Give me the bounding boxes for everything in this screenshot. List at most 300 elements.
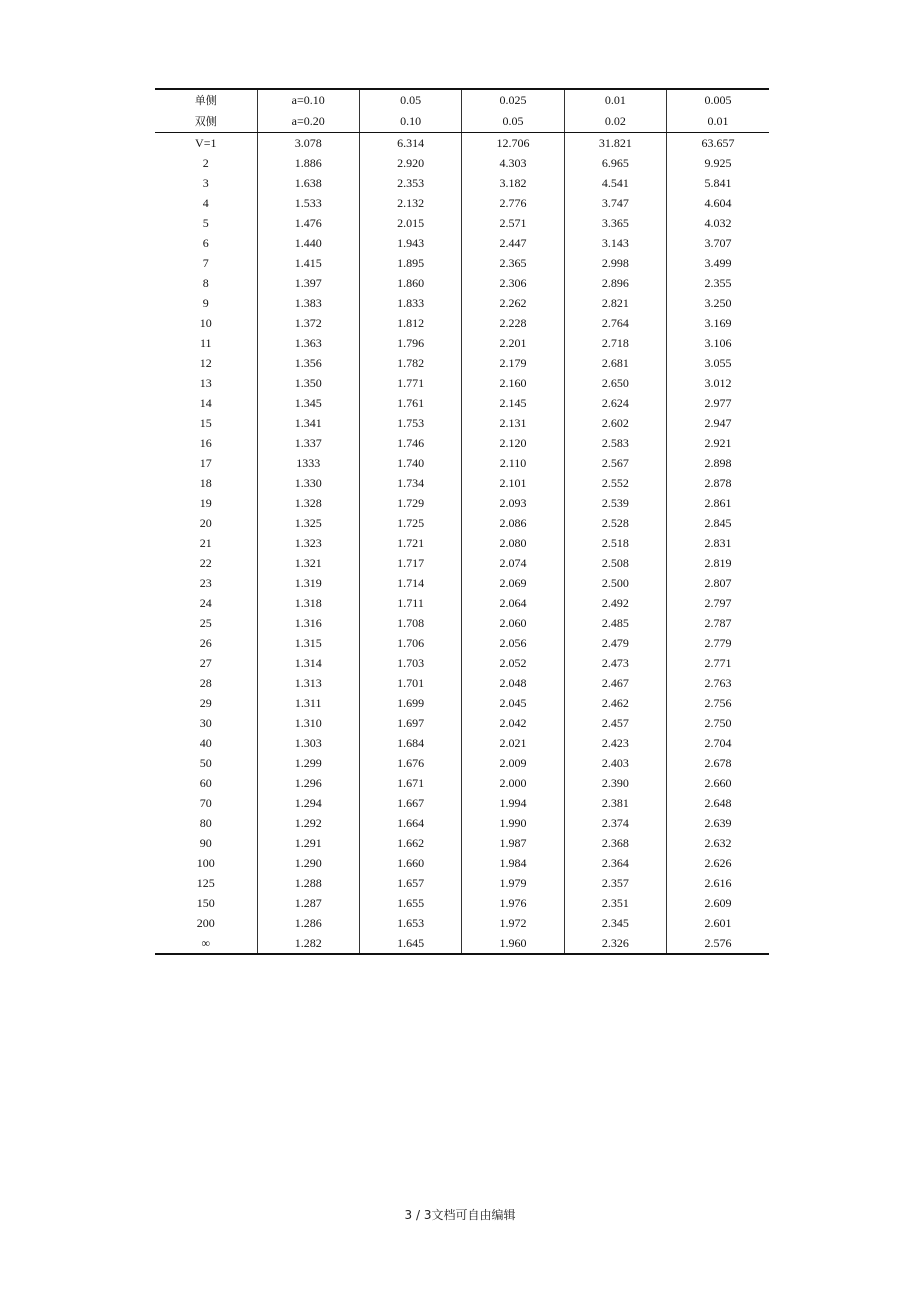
critical-value-cell: 2.845 [667, 513, 769, 533]
critical-value-cell: 2.069 [462, 573, 564, 593]
critical-value-cell: 1.397 [257, 273, 359, 293]
critical-value-cell: 3.078 [257, 133, 359, 154]
critical-value-cell: 2.228 [462, 313, 564, 333]
critical-value-cell: 1.706 [359, 633, 461, 653]
critical-value-cell: 1.729 [359, 493, 461, 513]
critical-value-cell: 2.576 [667, 933, 769, 954]
table-row [155, 273, 769, 293]
critical-value-cell: 2.042 [462, 713, 564, 733]
critical-value-cell: 2.060 [462, 613, 564, 633]
critical-value-cell: 1.313 [257, 673, 359, 693]
degrees-of-freedom-cell: 20 [199, 516, 212, 530]
degrees-of-freedom-cell: 125 [196, 876, 215, 890]
degrees-of-freedom-cell: 90 [199, 836, 212, 850]
critical-value-cell: 1.314 [257, 653, 359, 673]
critical-value-cell: 1.337 [257, 433, 359, 453]
critical-value-cell: 3.106 [667, 333, 769, 353]
table-row [155, 593, 769, 613]
header-cell: 0.05 [462, 111, 564, 133]
table-row [155, 173, 769, 193]
critical-value-cell: 2.160 [462, 373, 564, 393]
table-row [155, 293, 769, 313]
critical-value-cell: 2.660 [667, 773, 769, 793]
critical-value-cell: 2.616 [667, 873, 769, 893]
critical-value-cell: 2.998 [564, 253, 666, 273]
critical-value-cell: 3.182 [462, 173, 564, 193]
critical-value-cell: 2.831 [667, 533, 769, 553]
critical-value-cell: 1.782 [359, 353, 461, 373]
table-row [155, 433, 769, 453]
critical-value-cell: 2.374 [564, 813, 666, 833]
critical-value-cell: 2.898 [667, 453, 769, 473]
critical-value-cell: 2.179 [462, 353, 564, 373]
critical-value-cell: 1.684 [359, 733, 461, 753]
critical-value-cell: 12.706 [462, 133, 564, 154]
degrees-of-freedom-cell: 8 [202, 276, 209, 290]
critical-value-cell: 3.365 [564, 213, 666, 233]
critical-value-cell: 2.921 [667, 433, 769, 453]
table-row [155, 373, 769, 393]
critical-value-cell: 1.372 [257, 313, 359, 333]
critical-value-cell: 1.714 [359, 573, 461, 593]
critical-value-cell: 2.763 [667, 673, 769, 693]
critical-value-cell: 2.626 [667, 853, 769, 873]
table-row [155, 613, 769, 633]
table-row [155, 853, 769, 873]
header-cell: a=0.20 [257, 111, 359, 133]
critical-value-cell: 3.012 [667, 373, 769, 393]
critical-value-cell: 2.015 [359, 213, 461, 233]
critical-value-cell: 1.653 [359, 913, 461, 933]
degrees-of-freedom-cell: 13 [199, 376, 212, 390]
critical-value-cell: 2.977 [667, 393, 769, 413]
critical-value-cell: 1.319 [257, 573, 359, 593]
critical-value-cell: 2.681 [564, 353, 666, 373]
critical-value-cell: 1.667 [359, 793, 461, 813]
critical-value-cell: 1.662 [359, 833, 461, 853]
critical-value-cell: 1.321 [257, 553, 359, 573]
table-row [155, 493, 769, 513]
critical-value-cell: 4.604 [667, 193, 769, 213]
critical-value-cell: 1.292 [257, 813, 359, 833]
critical-value-cell: 1.645 [359, 933, 461, 954]
critical-value-cell: 6.314 [359, 133, 461, 154]
critical-value-cell: 3.499 [667, 253, 769, 273]
critical-value-cell: 1.363 [257, 333, 359, 353]
critical-value-cell: 2.583 [564, 433, 666, 453]
critical-value-cell: 2.423 [564, 733, 666, 753]
critical-value-cell: 1.708 [359, 613, 461, 633]
table-row [155, 693, 769, 713]
critical-value-cell: 1.303 [257, 733, 359, 753]
table-row [155, 473, 769, 493]
degrees-of-freedom-cell: 10 [199, 316, 212, 330]
critical-value-cell: 1.311 [257, 693, 359, 713]
critical-value-cell: 2.086 [462, 513, 564, 533]
critical-value-cell: 1.310 [257, 713, 359, 733]
degrees-of-freedom-cell: 150 [196, 896, 215, 910]
critical-value-cell: 2.947 [667, 413, 769, 433]
critical-value-cell: 2.345 [564, 913, 666, 933]
critical-value-cell: 2.861 [667, 493, 769, 513]
critical-value-cell: 1.711 [359, 593, 461, 613]
critical-value-cell: 2.447 [462, 233, 564, 253]
critical-value-cell: 3.747 [564, 193, 666, 213]
degrees-of-freedom-cell: 16 [199, 436, 212, 450]
table-row [155, 133, 769, 154]
critical-value-cell: 2.508 [564, 553, 666, 573]
table-row [155, 733, 769, 753]
critical-value-cell: 2.473 [564, 653, 666, 673]
degrees-of-freedom-cell: 21 [199, 536, 212, 550]
table-row [155, 533, 769, 553]
critical-value-cell: 1.984 [462, 853, 564, 873]
critical-value-cell: 2.080 [462, 533, 564, 553]
critical-value-cell: 1.979 [462, 873, 564, 893]
table-row [155, 913, 769, 933]
critical-value-cell: 2.364 [564, 853, 666, 873]
critical-value-cell: 1.294 [257, 793, 359, 813]
critical-value-cell: 1.886 [257, 153, 359, 173]
critical-value-cell: 2.353 [359, 173, 461, 193]
critical-value-cell: 1.987 [462, 833, 564, 853]
table-row [155, 673, 769, 693]
header-cell: 0.01 [667, 111, 769, 133]
critical-value-cell: 2.368 [564, 833, 666, 853]
degrees-of-freedom-cell: 11 [199, 336, 212, 350]
critical-value-cell: 3.250 [667, 293, 769, 313]
degrees-of-freedom-cell: 15 [199, 416, 212, 430]
table-row [155, 353, 769, 373]
critical-value-cell: 1.315 [257, 633, 359, 653]
critical-value-cell: 4.303 [462, 153, 564, 173]
critical-value-cell: 3.169 [667, 313, 769, 333]
critical-value-cell: 2.052 [462, 653, 564, 673]
critical-value-cell: 4.032 [667, 213, 769, 233]
critical-value-cell: 1333 [257, 453, 359, 473]
table-row [155, 653, 769, 673]
degrees-of-freedom-cell: 70 [199, 796, 212, 810]
critical-value-cell: 2.479 [564, 633, 666, 653]
table-row [155, 313, 769, 333]
critical-value-cell: 1.721 [359, 533, 461, 553]
table-row [155, 793, 769, 813]
degrees-of-freedom-cell: 24 [199, 596, 212, 610]
critical-value-cell: 2.009 [462, 753, 564, 773]
header-cell: 0.10 [359, 111, 461, 133]
degrees-of-freedom-cell: 28 [199, 676, 212, 690]
critical-value-cell: 1.296 [257, 773, 359, 793]
degrees-of-freedom-cell: 40 [199, 736, 212, 750]
critical-value-cell: 2.718 [564, 333, 666, 353]
critical-value-cell: 2.390 [564, 773, 666, 793]
critical-value-cell: 1.976 [462, 893, 564, 913]
critical-value-cell: 2.750 [667, 713, 769, 733]
critical-value-cell: 1.330 [257, 473, 359, 493]
critical-value-cell: 2.678 [667, 753, 769, 773]
critical-value-cell: 2.467 [564, 673, 666, 693]
header-cell: 单侧 [155, 89, 257, 111]
critical-value-cell: 1.286 [257, 913, 359, 933]
critical-value-cell: 2.552 [564, 473, 666, 493]
critical-value-cell: 1.734 [359, 473, 461, 493]
table-row [155, 253, 769, 273]
critical-value-cell: 2.326 [564, 933, 666, 954]
critical-value-cell: 1.812 [359, 313, 461, 333]
critical-value-cell: 2.048 [462, 673, 564, 693]
table-row [155, 193, 769, 213]
critical-value-cell: 2.131 [462, 413, 564, 433]
critical-value-cell: 1.316 [257, 613, 359, 633]
table-row [155, 633, 769, 653]
degrees-of-freedom-cell: 18 [199, 476, 212, 490]
critical-value-cell: 1.383 [257, 293, 359, 313]
degrees-of-freedom-cell: 80 [199, 816, 212, 830]
critical-value-cell: 1.341 [257, 413, 359, 433]
critical-value-cell: 1.753 [359, 413, 461, 433]
critical-value-cell: 31.821 [564, 133, 666, 154]
critical-value-cell: 1.356 [257, 353, 359, 373]
degrees-of-freedom-cell: 17 [199, 456, 212, 470]
critical-value-cell: 1.533 [257, 193, 359, 213]
critical-value-cell: 1.664 [359, 813, 461, 833]
critical-value-cell: 2.609 [667, 893, 769, 913]
critical-value-cell: 1.660 [359, 853, 461, 873]
critical-value-cell: 1.299 [257, 753, 359, 773]
critical-value-cell: 2.896 [564, 273, 666, 293]
degrees-of-freedom-cell: 12 [199, 356, 212, 370]
critical-value-cell: 2.462 [564, 693, 666, 713]
critical-value-cell: 1.796 [359, 333, 461, 353]
degrees-of-freedom-cell: 3 [202, 176, 209, 190]
critical-value-cell: 1.345 [257, 393, 359, 413]
critical-value-cell: 2.771 [667, 653, 769, 673]
critical-value-cell: 1.960 [462, 933, 564, 954]
critical-value-cell: 2.756 [667, 693, 769, 713]
header-cell: 0.05 [359, 89, 461, 111]
critical-value-cell: 4.541 [564, 173, 666, 193]
critical-value-cell: 2.110 [462, 453, 564, 473]
table-row [155, 413, 769, 433]
critical-value-cell: 63.657 [667, 133, 769, 154]
critical-value-cell: 1.350 [257, 373, 359, 393]
critical-value-cell: 1.699 [359, 693, 461, 713]
table-row [155, 833, 769, 853]
degrees-of-freedom-cell: 100 [196, 856, 215, 870]
critical-value-cell: 1.671 [359, 773, 461, 793]
critical-value-cell: 2.624 [564, 393, 666, 413]
critical-value-cell: 2.132 [359, 193, 461, 213]
critical-value-cell: 3.707 [667, 233, 769, 253]
critical-value-cell: 2.602 [564, 413, 666, 433]
table-row [155, 153, 769, 173]
critical-value-cell: 2.381 [564, 793, 666, 813]
degrees-of-freedom-cell: 25 [199, 616, 212, 630]
critical-value-cell: 1.860 [359, 273, 461, 293]
critical-value-cell: 2.601 [667, 913, 769, 933]
table-row [155, 213, 769, 233]
critical-value-cell: 2.528 [564, 513, 666, 533]
critical-value-cell: 2.492 [564, 593, 666, 613]
critical-value-cell: 1.323 [257, 533, 359, 553]
critical-value-cell: 1.476 [257, 213, 359, 233]
degrees-of-freedom-cell: 23 [199, 576, 212, 590]
critical-value-cell: 2.355 [667, 273, 769, 293]
critical-value-cell: 2.648 [667, 793, 769, 813]
critical-value-cell: 2.306 [462, 273, 564, 293]
critical-value-cell: 1.703 [359, 653, 461, 673]
critical-value-cell: 2.776 [462, 193, 564, 213]
table-row [155, 553, 769, 573]
table-row [155, 233, 769, 253]
critical-value-cell: 1.740 [359, 453, 461, 473]
critical-value-cell: 2.518 [564, 533, 666, 553]
degrees-of-freedom-cell: V=1 [195, 136, 217, 150]
critical-value-cell: 3.055 [667, 353, 769, 373]
critical-value-cell: 2.779 [667, 633, 769, 653]
degrees-of-freedom-cell: 4 [202, 196, 209, 210]
critical-value-cell: 1.725 [359, 513, 461, 533]
critical-value-cell: 1.697 [359, 713, 461, 733]
degrees-of-freedom-cell: 200 [196, 916, 215, 930]
critical-value-cell: 1.325 [257, 513, 359, 533]
header-cell: 0.005 [667, 89, 769, 111]
header-row-two-sided [155, 111, 769, 133]
header-cell: a=0.10 [257, 89, 359, 111]
critical-value-cell: 1.833 [359, 293, 461, 313]
critical-value-cell: 2.797 [667, 593, 769, 613]
critical-value-cell: 2.500 [564, 573, 666, 593]
critical-value-cell: 1.638 [257, 173, 359, 193]
critical-value-cell: 2.704 [667, 733, 769, 753]
header-cell: 0.025 [462, 89, 564, 111]
table-row [155, 933, 769, 954]
critical-value-cell: 2.819 [667, 553, 769, 573]
critical-value-cell: 2.567 [564, 453, 666, 473]
header-cell: 0.02 [564, 111, 666, 133]
critical-value-cell: 2.821 [564, 293, 666, 313]
critical-value-cell: 1.701 [359, 673, 461, 693]
table-row [155, 573, 769, 593]
critical-value-cell: 1.282 [257, 933, 359, 954]
degrees-of-freedom-cell: 26 [199, 636, 212, 650]
critical-value-cell: 1.717 [359, 553, 461, 573]
degrees-of-freedom-cell: 5 [202, 216, 209, 230]
table-row [155, 813, 769, 833]
degrees-of-freedom-cell: 27 [199, 656, 212, 670]
degrees-of-freedom-cell: 9 [202, 296, 209, 310]
degrees-of-freedom-cell: 60 [199, 776, 212, 790]
table-row [155, 333, 769, 353]
critical-value-cell: 1.288 [257, 873, 359, 893]
critical-value-cell: 1.291 [257, 833, 359, 853]
critical-value-cell: 2.101 [462, 473, 564, 493]
degrees-of-freedom-cell: 19 [199, 496, 212, 510]
degrees-of-freedom-cell: 30 [199, 716, 212, 730]
degrees-of-freedom-cell: 7 [202, 256, 209, 270]
critical-value-cell: 2.764 [564, 313, 666, 333]
table-row [155, 773, 769, 793]
critical-value-cell: 1.972 [462, 913, 564, 933]
table-body [155, 133, 769, 955]
critical-value-cell: 2.262 [462, 293, 564, 313]
header-cell: 0.01 [564, 89, 666, 111]
critical-value-cell: 2.074 [462, 553, 564, 573]
critical-value-cell: 1.990 [462, 813, 564, 833]
critical-value-cell: 2.485 [564, 613, 666, 633]
critical-value-cell: 2.403 [564, 753, 666, 773]
critical-value-cell: 1.657 [359, 873, 461, 893]
critical-value-cell: 2.571 [462, 213, 564, 233]
critical-value-cell: 1.771 [359, 373, 461, 393]
header-row-one-sided [155, 89, 769, 111]
table-row [155, 893, 769, 913]
critical-value-cell: 2.365 [462, 253, 564, 273]
critical-value-cell: 1.746 [359, 433, 461, 453]
critical-value-cell: 2.539 [564, 493, 666, 513]
critical-value-cell: 2.351 [564, 893, 666, 913]
critical-value-cell: 1.287 [257, 893, 359, 913]
table-row [155, 753, 769, 773]
critical-value-cell: 1.440 [257, 233, 359, 253]
degrees-of-freedom-cell: 50 [199, 756, 212, 770]
critical-value-cell: 5.841 [667, 173, 769, 193]
critical-value-cell: 1.761 [359, 393, 461, 413]
degrees-of-freedom-cell: 29 [199, 696, 212, 710]
t-distribution-table [155, 88, 769, 955]
critical-value-cell: 2.357 [564, 873, 666, 893]
critical-value-cell: 2.201 [462, 333, 564, 353]
critical-value-cell: 2.056 [462, 633, 564, 653]
critical-value-cell: 2.807 [667, 573, 769, 593]
critical-value-cell: 2.120 [462, 433, 564, 453]
critical-value-cell: 2.145 [462, 393, 564, 413]
critical-value-cell: 2.457 [564, 713, 666, 733]
degrees-of-freedom-cell: ∞ [155, 933, 257, 954]
degrees-of-freedom-cell: 6 [202, 236, 209, 250]
critical-value-cell: 2.632 [667, 833, 769, 853]
critical-value-cell: 2.064 [462, 593, 564, 613]
critical-value-cell: 3.143 [564, 233, 666, 253]
table-row [155, 873, 769, 893]
critical-value-cell: 2.920 [359, 153, 461, 173]
critical-value-cell: 2.093 [462, 493, 564, 513]
critical-value-cell: 1.415 [257, 253, 359, 273]
table-row [155, 713, 769, 733]
critical-value-cell: 1.994 [462, 793, 564, 813]
critical-value-cell: 1.676 [359, 753, 461, 773]
table-row [155, 393, 769, 413]
table-row [155, 513, 769, 533]
critical-value-cell: 2.878 [667, 473, 769, 493]
critical-value-cell: 6.965 [564, 153, 666, 173]
critical-value-cell: 2.000 [462, 773, 564, 793]
critical-value-cell: 9.925 [667, 153, 769, 173]
critical-value-cell: 1.290 [257, 853, 359, 873]
critical-value-cell: 1.943 [359, 233, 461, 253]
degrees-of-freedom-cell: 14 [199, 396, 212, 410]
critical-value-cell: 1.328 [257, 493, 359, 513]
critical-value-cell: 2.045 [462, 693, 564, 713]
degrees-of-freedom-cell: 2 [202, 156, 209, 170]
header-cell: 双侧 [155, 111, 257, 133]
critical-value-cell: 1.318 [257, 593, 359, 613]
table-row [155, 453, 769, 473]
page-footer: 3 / 3文档可自由编辑 [404, 1208, 516, 1222]
critical-value-cell: 2.650 [564, 373, 666, 393]
degrees-of-freedom-cell: 22 [199, 556, 212, 570]
critical-value-cell: 2.021 [462, 733, 564, 753]
